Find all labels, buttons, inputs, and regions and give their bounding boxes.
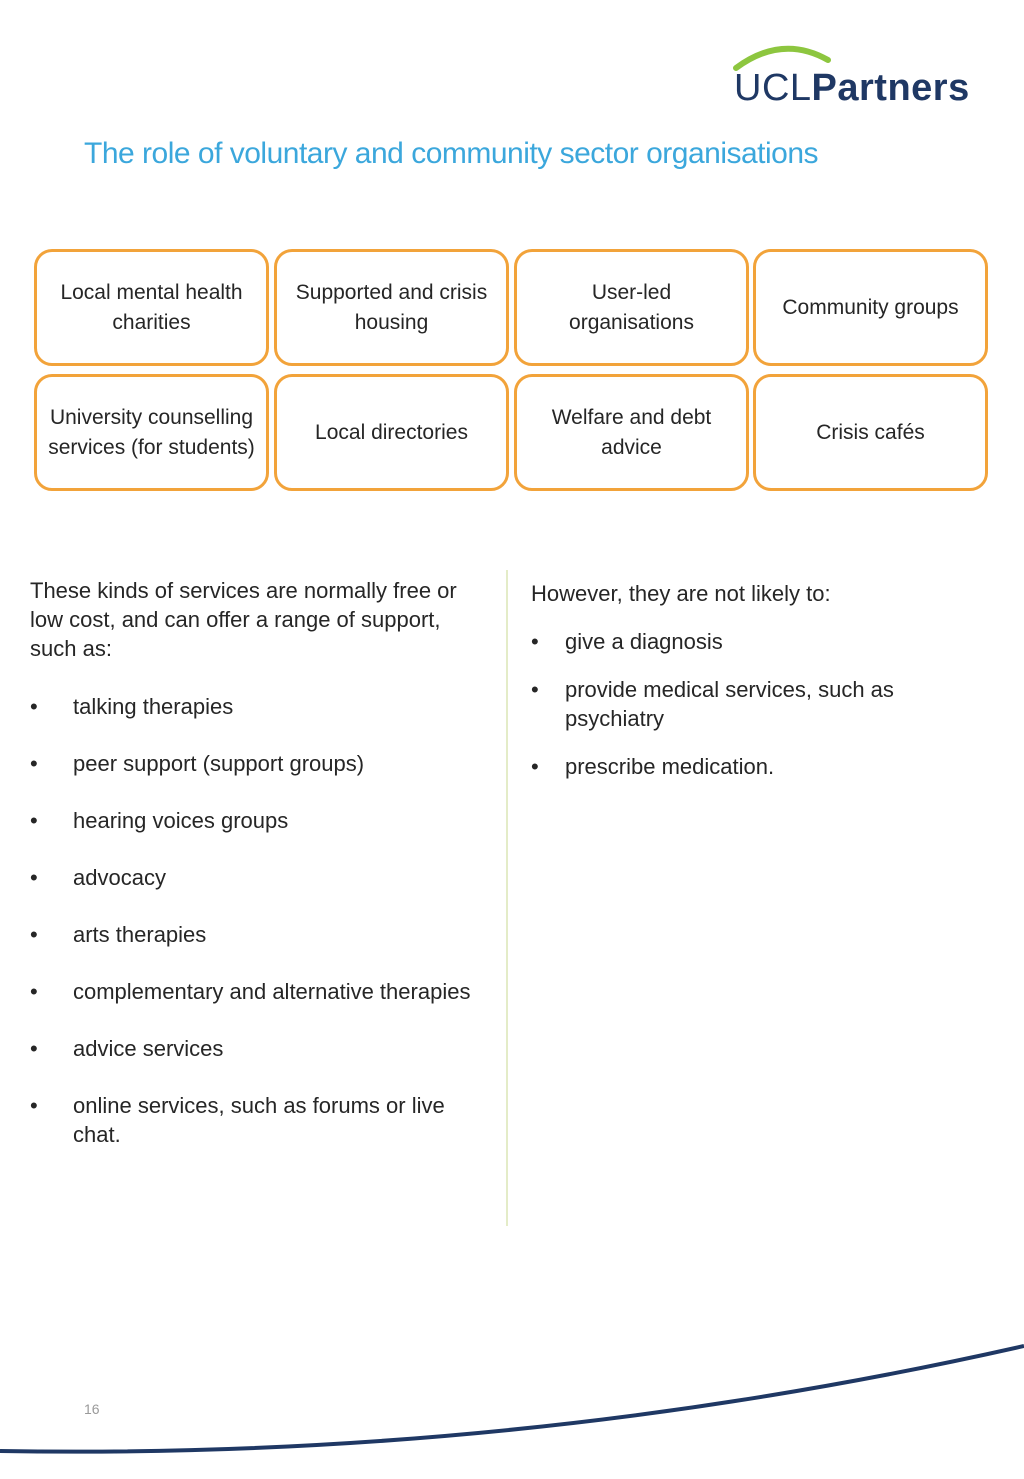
page-number: 16	[84, 1401, 100, 1417]
limitations-list	[531, 627, 971, 781]
list-item-text: online services, such as forums or live chat.	[73, 1093, 445, 1147]
list-item	[30, 1091, 480, 1149]
bullet-icon: •	[30, 1036, 38, 1061]
uclpartners-logo	[732, 40, 972, 110]
list-item	[531, 675, 971, 733]
logo-wordmark	[734, 66, 970, 110]
list-item	[30, 692, 480, 721]
box-welfare-debt-advice: Welfare and debt advice	[514, 374, 749, 491]
list-item	[30, 1034, 480, 1063]
bullet-icon: •	[30, 1093, 38, 1118]
list-item-text: advice services	[73, 1036, 224, 1061]
column-divider	[506, 570, 508, 1226]
bullet-icon: •	[30, 865, 38, 890]
list-item-text: hearing voices groups	[73, 808, 289, 833]
box-local-directories: Local directories	[274, 374, 509, 491]
list-item-text: arts therapies	[73, 922, 207, 947]
box-community-groups: Community groups	[753, 249, 988, 366]
list-item-text: give a diagnosis	[565, 629, 723, 654]
list-item-text: talking therapies	[73, 694, 234, 719]
footer-swoosh-icon	[0, 1330, 1024, 1479]
list-item-text: complementary and alternative therapies	[73, 979, 471, 1004]
right-intro: However, they are not likely to:	[531, 581, 831, 606]
list-item	[30, 920, 480, 949]
list-item-text: provide medical services, such as psychiatry	[565, 677, 894, 731]
list-item	[30, 977, 480, 1006]
list-item-text: peer support (support groups)	[73, 751, 365, 776]
logo-ucl: UCL	[734, 67, 812, 109]
right-column	[531, 579, 971, 781]
box-local-mental-health-charities: Local mental health charities	[34, 249, 269, 366]
list-item-text: advocacy	[73, 865, 166, 890]
bullet-icon: •	[30, 922, 38, 947]
support-list	[30, 692, 480, 1149]
list-item	[30, 749, 480, 778]
list-item	[531, 752, 971, 781]
bullet-icon: •	[30, 979, 38, 1004]
box-supported-crisis-housing: Supported and crisis housing	[274, 249, 509, 366]
list-item	[30, 863, 480, 892]
list-item	[30, 806, 480, 835]
organisation-types-grid	[34, 249, 990, 491]
page-title: The role of voluntary and community sector organisations	[84, 137, 819, 170]
box-university-counselling: University counselling services (for students)	[34, 374, 269, 491]
box-user-led-organisations: User-led organisations	[514, 249, 749, 366]
bullet-icon: •	[531, 629, 539, 654]
bullet-icon: •	[531, 677, 539, 702]
list-item	[531, 627, 971, 656]
left-intro: These kinds of services are normally free or low cost, and can offer a range of support, such as:	[30, 578, 457, 661]
left-column	[30, 576, 480, 1149]
list-item-text: prescribe medication.	[565, 754, 775, 779]
bullet-icon: •	[30, 751, 38, 776]
bullet-icon: •	[531, 754, 539, 779]
bullet-icon: •	[30, 808, 38, 833]
bullet-icon: •	[30, 694, 38, 719]
logo-partners: Partners	[811, 67, 970, 109]
box-crisis-cafes: Crisis cafés	[753, 374, 988, 491]
